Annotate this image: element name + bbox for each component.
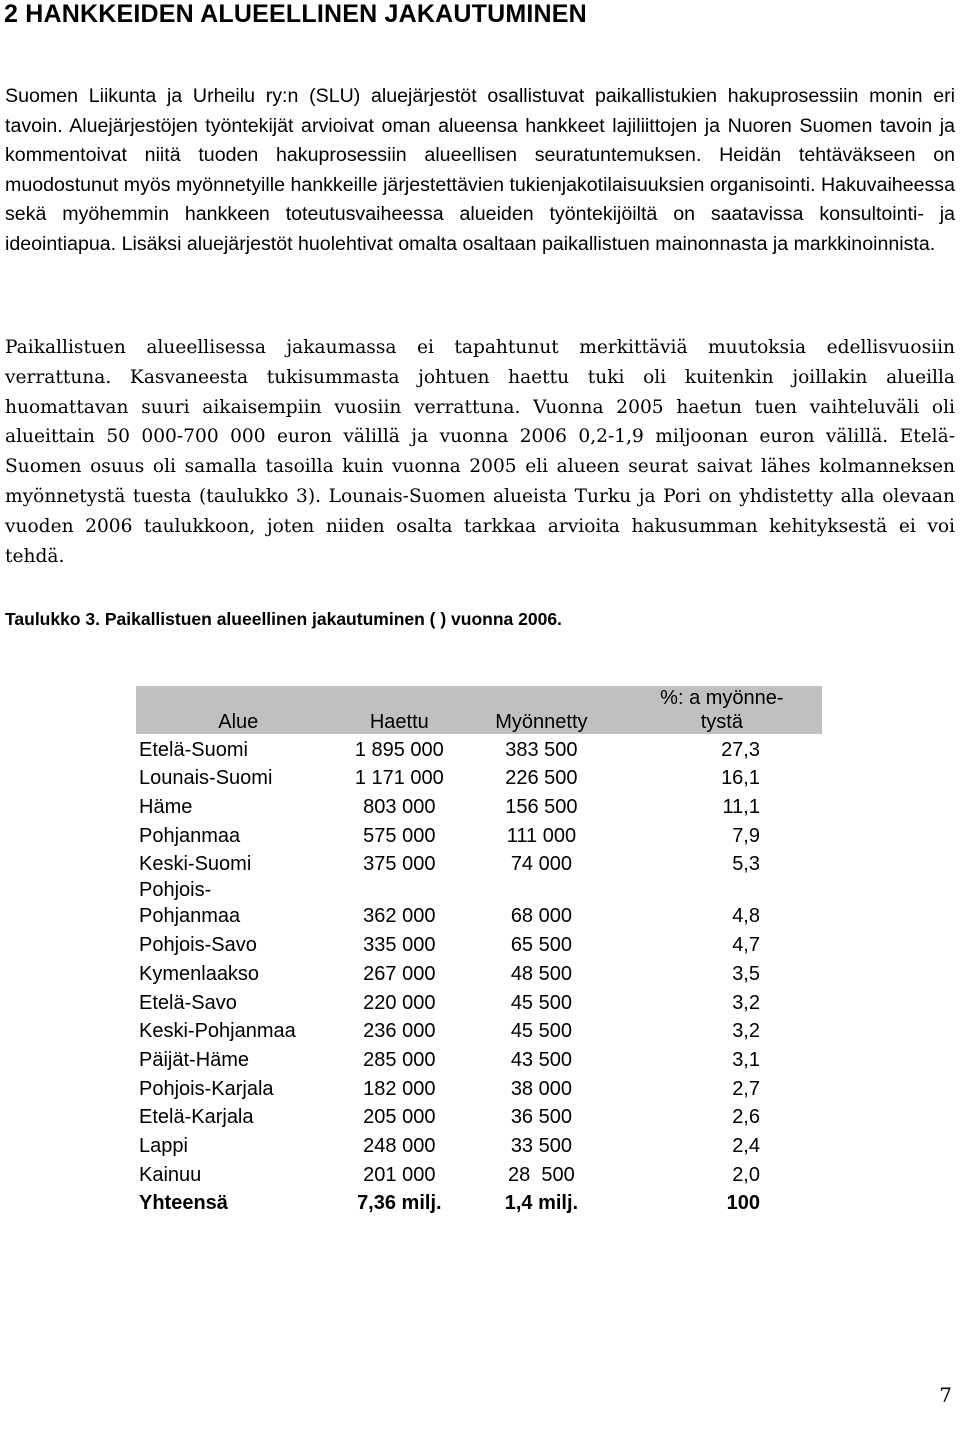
cell-region: Lappi <box>139 1134 188 1157</box>
cell-applied: 220 000 <box>363 991 436 1014</box>
cell-applied: 205 000 <box>363 1106 436 1129</box>
cell-percent: 7,9 <box>732 824 760 847</box>
cell-applied: 803 000 <box>363 796 436 819</box>
table-row <box>136 1016 822 1045</box>
cell-region: Lounais-Suomi <box>139 767 273 790</box>
table-header-row <box>136 686 822 734</box>
distribution-paragraph: Paikallistuen alueellisessa jakaumassa ei tapahtunut merkittäviä muutoksia edellisvuosiin verrattuna. Kasvaneesta tukisummasta johtuen haettu tuki oli kuitenkin joillakin alueilla huomattavan suuri aikaisempiin vuosiin verrattuna. Vuonna 2005 haetun tuen vaihteluväli oli alueittain 50 000-700 000 euron välillä ja vuonna 2006 0,2-1,9 miljoonan euron välillä. Etelä-Suomen osuus oli samalla tasoilla kuin vuonna 2005 eli alueen seurat saivat lähes kolmanneksen myönnetystä tuesta (taulukko 3). Lounais-Suomen alueista Turku ja Pori on yhdistetty alla olevaan vuoden 2006 taulukkoon, joten niiden osalta tarkkaa arvioita hakusumman kehityksestä ei voi tehdä. <box>5 337 955 567</box>
cell-granted: 36 500 <box>510 1106 572 1129</box>
cell-granted: 111 000 <box>506 824 577 847</box>
regional-distribution-table <box>136 686 822 1216</box>
table-row <box>136 987 822 1016</box>
table-row <box>136 929 822 958</box>
table-row <box>136 734 822 763</box>
cell-applied: 267 000 <box>363 962 436 985</box>
cell-percent: 2,4 <box>732 1134 760 1157</box>
table-caption: Taulukko 3. Paikallistuen alueellinen jakautuminen ( ) vuonna 2006. <box>5 609 562 629</box>
cell-applied: 285 000 <box>363 1048 436 1071</box>
cell-percent: 3,1 <box>732 1048 760 1071</box>
table-row <box>136 1102 822 1131</box>
header-percent-line1: %: a myönne- <box>660 687 784 709</box>
page-number: 7 <box>939 1383 952 1407</box>
cell-applied: 335 000 <box>363 934 436 957</box>
cell-granted: 28 500 <box>508 1163 575 1186</box>
cell-region-line2: Pohjanmaa <box>139 905 241 928</box>
total-applied: 7,36 milj. <box>357 1192 442 1215</box>
header-percent-line2: tystä <box>700 711 743 733</box>
cell-region: Etelä-Suomi <box>139 738 248 761</box>
cell-percent: 16,1 <box>721 767 760 790</box>
cell-region: Kainuu <box>139 1163 202 1186</box>
table-total-row <box>136 1188 822 1217</box>
cell-percent: 5,3 <box>732 853 760 876</box>
table-row <box>136 1130 822 1159</box>
table-row <box>136 1044 822 1073</box>
table-row <box>136 877 822 929</box>
cell-region-line1: Pohjois- <box>139 879 212 902</box>
header-region: Alue <box>136 686 338 734</box>
cell-applied: 236 000 <box>363 1020 436 1043</box>
table-row <box>136 849 822 878</box>
cell-granted: 38 000 <box>510 1077 572 1100</box>
cell-applied: 248 000 <box>363 1134 436 1157</box>
cell-percent: 4,8 <box>732 905 760 928</box>
cell-percent: 4,7 <box>732 934 760 957</box>
cell-region: Etelä-Karjala <box>139 1106 254 1129</box>
cell-region: Etelä-Savo <box>139 991 237 1014</box>
cell-granted: 48 500 <box>510 962 572 985</box>
header-percent <box>622 686 822 734</box>
cell-applied: 375 000 <box>363 853 436 876</box>
total-percent: 100 <box>726 1192 760 1215</box>
section-heading: 2 HANKKEIDEN ALUEELLINEN JAKAUTUMINEN <box>4 0 587 28</box>
table-row <box>136 820 822 849</box>
cell-percent: 2,0 <box>732 1163 760 1186</box>
cell-granted: 65 500 <box>510 934 572 957</box>
table-row <box>136 791 822 820</box>
cell-region: Kymenlaakso <box>139 962 260 985</box>
intro-paragraph: Suomen Liikunta ja Urheilu ry:n (SLU) aluejärjestöt osallistuvat paikallistukien hakuprosessiin monin eri tavoin. Aluejärjestöjen työntekijät arvioivat oman alueensa hankkeet lajiliittojen ja Nuoren Suomen tavoin ja kommentoivat niitä tuoden hakuprosessiin alueellisen seuratuntemuksen. Heidän tehtäväkseen on muodostunut myös myönnetyille hankkeille järjestettävien tukienjakotilaisuuksien organisointi. Hakuvaiheessa sekä myöhemmin hankkeen toteutusvaiheessa alueiden työntekijöiltä on saatavissa konsultointi- ja ideointiapua. Lisäksi aluejärjestöt huolehtivat omalta osaltaan paikallistuen mainonnasta ja markkinoinnista. <box>5 85 955 255</box>
cell-granted: 156 500 <box>505 796 578 819</box>
cell-granted: 74 000 <box>510 853 572 876</box>
cell-granted: 45 500 <box>510 1020 572 1043</box>
table-row <box>136 763 822 792</box>
cell-granted: 43 500 <box>510 1048 572 1071</box>
cell-region <box>136 877 338 929</box>
cell-granted: 33 500 <box>510 1134 572 1157</box>
cell-region: Keski-Suomi <box>139 853 252 876</box>
cell-granted: 68 000 <box>510 905 572 928</box>
table-row <box>136 1073 822 1102</box>
total-region: Yhteensä <box>139 1192 228 1215</box>
cell-percent: 11,1 <box>722 796 760 819</box>
cell-percent: 3,2 <box>732 991 760 1014</box>
cell-region: Häme <box>139 796 193 819</box>
cell-percent: 27,3 <box>721 738 760 761</box>
cell-granted: 383 500 <box>505 738 578 761</box>
cell-granted: 45 500 <box>510 991 572 1014</box>
cell-applied: 1 171 000 <box>354 767 444 790</box>
table-row <box>136 958 822 987</box>
cell-percent: 2,7 <box>732 1077 760 1100</box>
cell-applied: 362 000 <box>363 905 436 928</box>
header-applied: Haettu <box>338 686 461 734</box>
cell-region: Päijät-Häme <box>139 1048 250 1071</box>
cell-percent: 3,2 <box>732 1020 760 1043</box>
cell-percent: 3,5 <box>732 962 760 985</box>
header-granted: Myönnetty <box>461 686 622 734</box>
cell-region: Pohjanmaa <box>139 824 241 847</box>
cell-applied: 182 000 <box>363 1077 436 1100</box>
total-granted: 1,4 milj. <box>504 1192 579 1215</box>
cell-applied: 201 000 <box>363 1163 436 1186</box>
cell-region: Keski-Pohjanmaa <box>139 1020 296 1043</box>
cell-percent: 2,6 <box>732 1106 760 1129</box>
cell-applied: 575 000 <box>363 824 436 847</box>
cell-region: Pohjois-Savo <box>139 934 257 957</box>
cell-applied: 1 895 000 <box>354 738 444 761</box>
cell-region: Pohjois-Karjala <box>139 1077 274 1100</box>
table-row <box>136 1159 822 1188</box>
cell-granted: 226 500 <box>505 767 578 790</box>
